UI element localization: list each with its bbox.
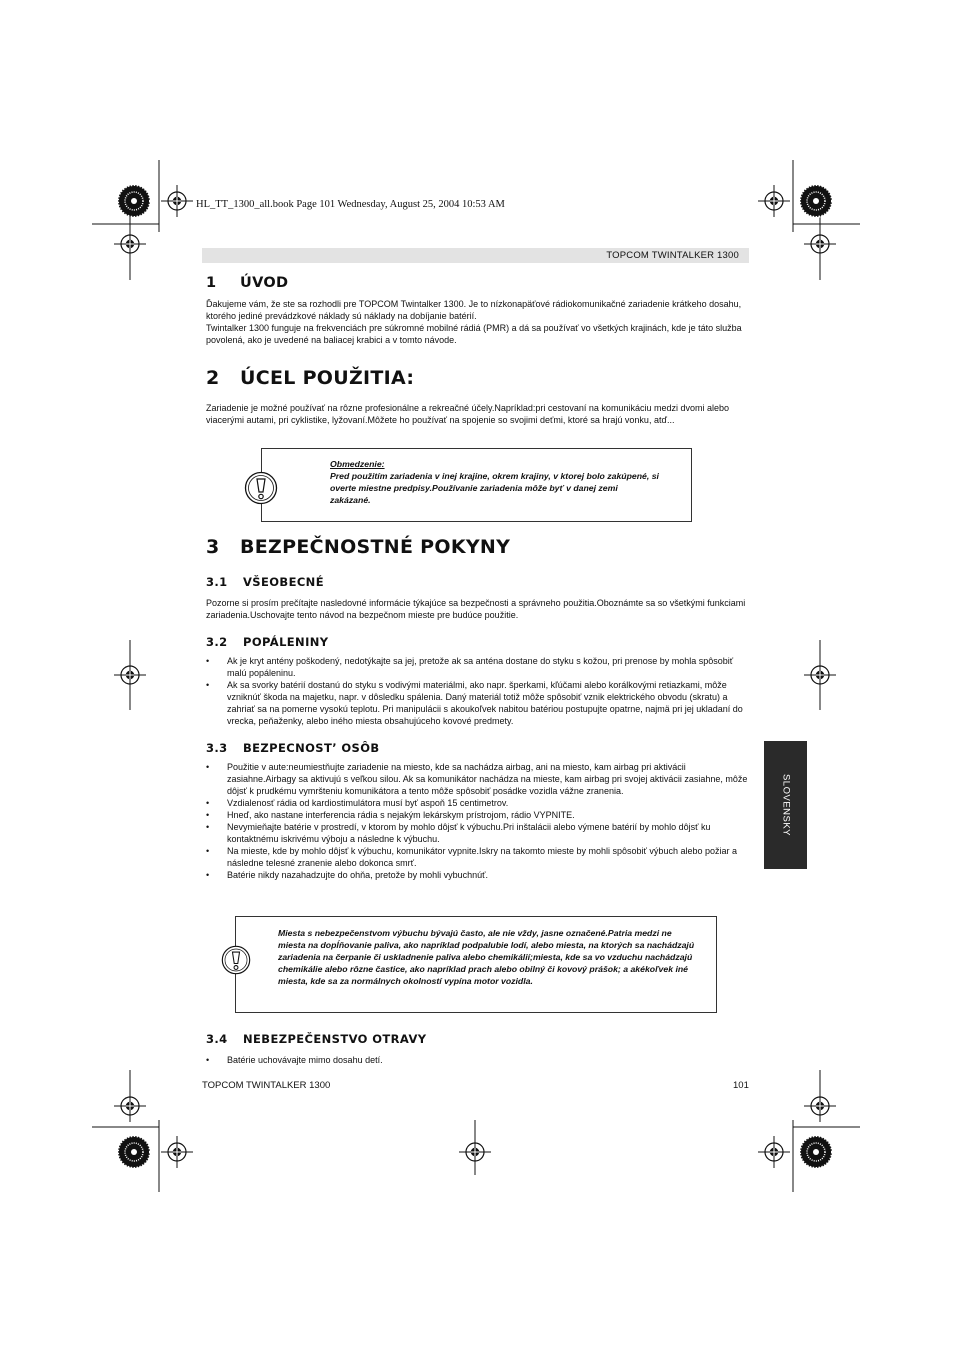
subsection-title: BEZPECNOSTʼ OSÔB xyxy=(243,741,380,755)
section-title: ÚVOD xyxy=(240,275,289,291)
list-item: • Nevymieňajte batérie v prostredí, v ktorom by mohlo dôjsť k výbuchu.Pri inštalácii alebo výmene batérií by mohlo dôjsť ku kontaktnému iskrivému výboju a následne k výbuchu. xyxy=(206,821,752,845)
running-header xyxy=(202,248,749,263)
subsection-number: 3.4 xyxy=(206,1032,228,1046)
explosion-note-box xyxy=(235,916,717,1013)
exclamation-warning-icon xyxy=(221,945,251,975)
list-item: • Vzdialenosť rádia od kardiostimulátora musí byť aspoň 15 centimetrov. xyxy=(206,797,752,809)
running-header-title: TOPCOM TWINTALKER 1300 xyxy=(606,250,739,261)
list-item: • Hneď, ako nastane interferencia rádia s nejakým lekárskym prístrojom, rádio VYPNITE. xyxy=(206,809,752,821)
list-item: • Batérie nikdy nazahadzujte do ohňa, pretože by mohli vybuchnúť. xyxy=(206,869,752,881)
section-number: 3 xyxy=(206,536,220,558)
intro-paragraph: Ďakujeme vám, že ste sa rozhodli pre TOPCOM Twintalker 1300. Je to nízkonapäťové rádiokomunikačné zariadenie krátkeho dosahu, ktorého jediné prevádzkové náklady sú náklady na dobíjanie batérií. xyxy=(206,299,742,321)
language-side-tab xyxy=(764,741,807,869)
subsection-title: POPÁLENINY xyxy=(243,635,329,649)
list-item: • Použitie v aute:neumiestňujte zariadenie na miesto, kde sa nachádza airbag, ani na miesto, kam airbag pri aktivácii zasiahne.Airbagy sa aktivujú s veľkou silou. Ak sa komunikátor nachádza na mieste, kam airbag pri svojej aktivácii zasiahne, môže dôjsť k prudkému vymršteniu komunikátora a tento môže spôsobiť posádke vozidla vážne zranenia. xyxy=(206,761,752,797)
note-title: Obmedzenie: xyxy=(330,459,385,469)
language-side-tab-label: SLOVENSKY xyxy=(780,773,791,837)
section-3-heading xyxy=(206,536,752,558)
note-text: Pred použitím zariadenia v inej krajine, okrem krajiny, v ktorej bolo zakúpené, si overte miestne predpisy.Používanie zariadenia môže byť v danej zemi zakázané. xyxy=(330,471,659,505)
print-info-line: HL_TT_1300_all.book Page 101 Wednesday, August 25, 2004 10:53 AM xyxy=(196,199,505,210)
burns-list xyxy=(206,655,752,727)
subsection-title: NEBEZPEČENSTVO OTRAVY xyxy=(243,1032,427,1046)
footer-title: TOPCOM TWINTALKER 1300 xyxy=(202,1080,331,1091)
section-1-heading xyxy=(206,275,752,291)
subsection-number: 3.3 xyxy=(206,741,228,755)
subsection-number: 3.1 xyxy=(206,575,228,589)
list-item: • Ak je kryt antény poškodený, nedotýkajte sa jej, pretože ak sa anténa dostane do styku s kožou, pri prenose by mohla spôsobiť malú popáleninu. xyxy=(206,655,752,679)
list-item: • Batérie uchovávajte mimo dosahu detí. xyxy=(206,1054,752,1066)
personal-safety-list xyxy=(206,761,752,881)
subsection-title: VŠEOBECNÉ xyxy=(243,575,324,589)
page-content xyxy=(206,275,752,1066)
general-paragraph: Pozorne si prosím prečítajte nasledovné informácie týkajúce sa bezpečnosti a správneho použitia.Oboznámte sa so všetkými funkciami zariadenia.Uschovajte tento návod na bezpečnom mieste pre budúce použitie. xyxy=(206,598,746,620)
intro-paragraph: Twintalker 1300 funguje na frekvenciách pre súkromné mobilné rádiá (PMR) a dá sa používať vo všetkých krajinách, kde je táto služba povolená, ako je uvedené na baliacej krabici a v tomto návode. xyxy=(206,323,742,345)
subsection-number: 3.2 xyxy=(206,635,228,649)
list-item: • Na mieste, kde by mohlo dôjsť k výbuchu, komunikátor vypnite.Iskry na takomto mieste by mohli spôsobiť výbuch alebo požiar a následne telesné zranenie alebo dokonca smrť. xyxy=(206,845,752,869)
list-item: • Ak sa svorky batérií dostanú do styku s vodivými materiálmi, ako napr. šperkami, kľúčami alebo korálkovými retiazkami, môže vzniknúť škoda na majetku, napr. v dôsledku spálenia. Daný materiál totiž môže spôsobiť vznik elektrického obvodu (skratu) a zahriať sa na pomerne vysokú teplotu. Pri manipulácii s akoukoľvek nabitou batériou postupujte opatrne, najmä pri jej ukladaní do vrecka, peňaženky, alebo iného miesta obsahujúceho kovové predmety. xyxy=(206,679,752,727)
note-text: Miesta s nebezpečenstvom výbuchu bývajú často, ale nie vždy, jasne označené.Patria medzi ne miesta na dopĺňovanie paliva, ako napríklad podpalubie lodí, alebo miesta, na ktorých sa nachádzajú zariadenia na čerpanie či uskladnenie paliva alebo chemikálií;miesta, kde sa vo vzduchu nachádzajú chemikálie alebo rôzne častice, ako napríklad prach alebo obilný či kovový prášok; a akékoľvek iné miesta, kde sa za normálnych okolností vypína motor vozidla. xyxy=(278,928,695,986)
usage-paragraph: Zariadenie je možné používať na rôzne profesionálne a rekreačné účely.Napríklad:pri cestovaní na komunikáciu medzi dvomi alebo viacerými autami, pri cyklistike, lyžovaní.Môžete ho používať na spojenie so svojimi deťmi, ktoré sa hrajú vonku, atď... xyxy=(206,403,729,425)
section-title: ÚCEL POUŽITIA: xyxy=(240,367,415,389)
subsection-3-4-heading xyxy=(206,1032,752,1046)
exclamation-warning-icon xyxy=(244,471,278,505)
section-number: 2 xyxy=(206,367,220,389)
poisoning-list xyxy=(206,1054,752,1066)
page-number: 101 xyxy=(733,1080,749,1091)
restriction-note-box xyxy=(261,448,692,522)
section-number: 1 xyxy=(206,275,217,291)
section-title: BEZPEČNOSTNÉ POKYNY xyxy=(240,536,511,558)
subsection-3-2-heading xyxy=(206,635,752,649)
subsection-3-1-heading xyxy=(206,575,752,589)
section-2-heading xyxy=(206,367,752,389)
subsection-3-3-heading xyxy=(206,741,752,755)
